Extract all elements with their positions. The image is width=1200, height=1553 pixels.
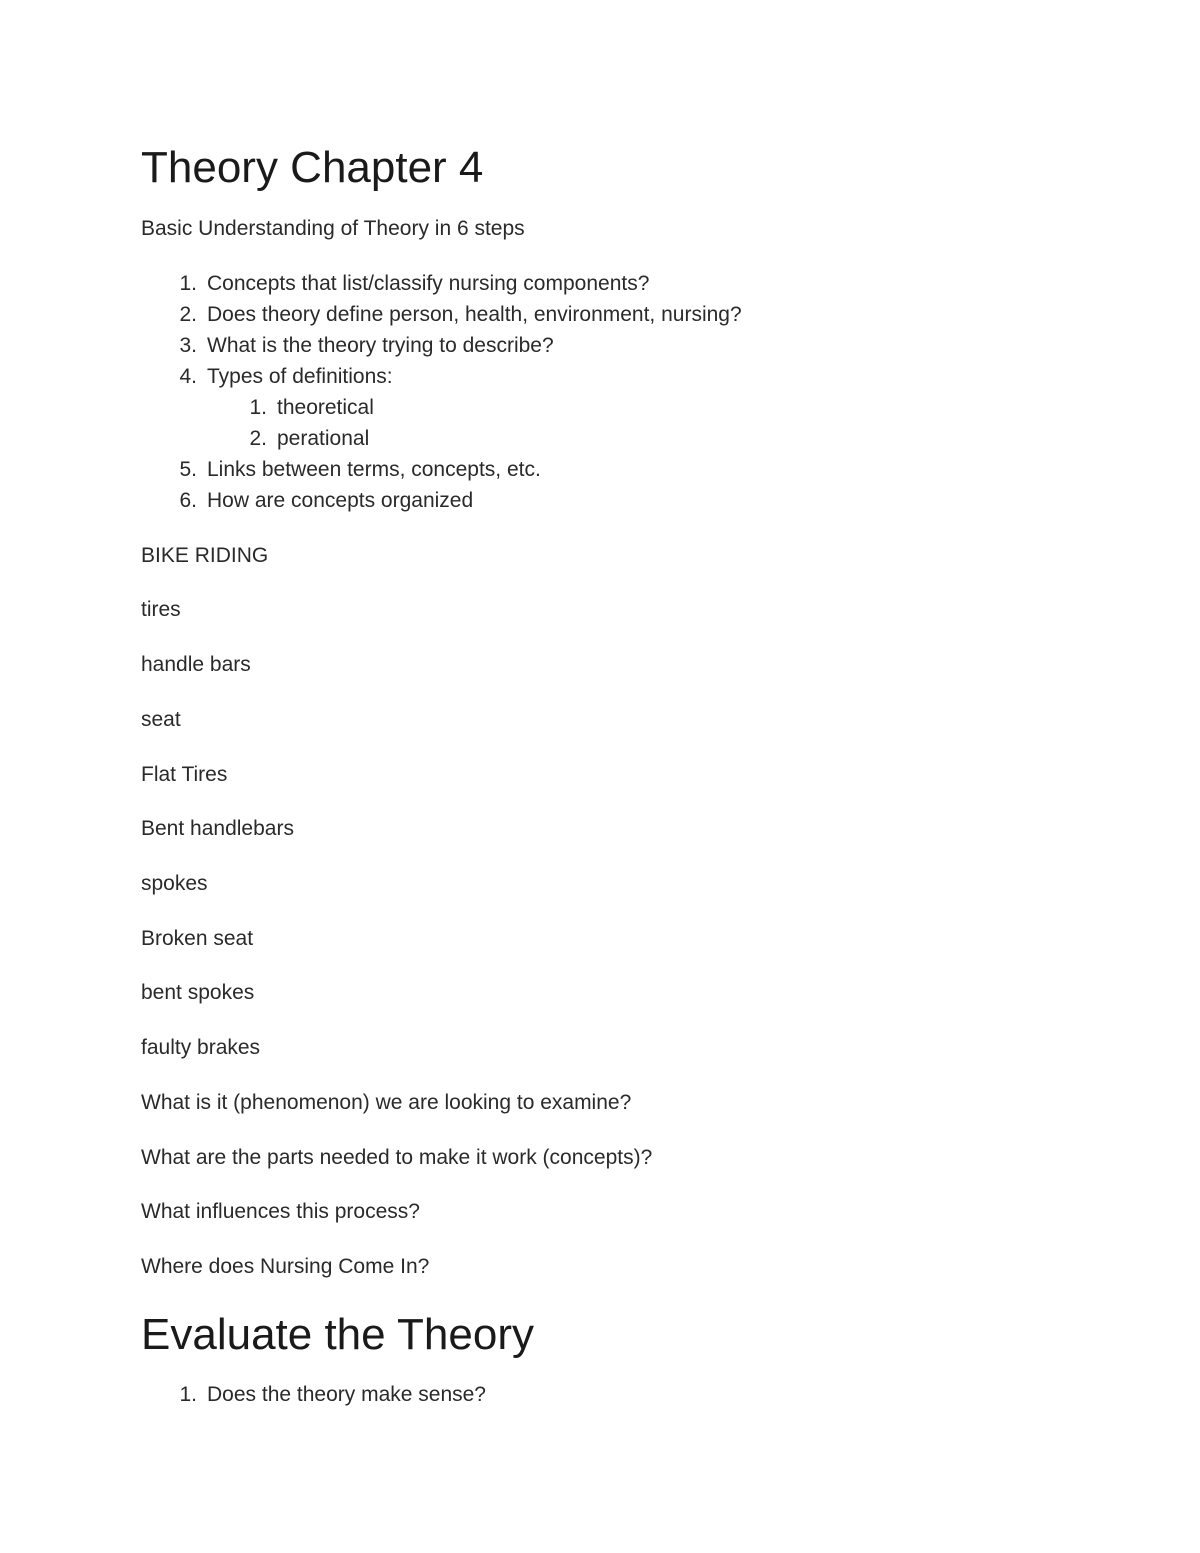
list-number: 5. bbox=[179, 458, 197, 481]
sub-list-item bbox=[237, 425, 369, 453]
list-item-text: Types of definitions: bbox=[207, 365, 393, 388]
list-item bbox=[167, 270, 649, 298]
list-item bbox=[167, 363, 393, 391]
list-number: 4. bbox=[179, 365, 197, 388]
paragraph: What influences this process? bbox=[141, 1200, 420, 1223]
paragraph: handle bars bbox=[141, 653, 251, 676]
list-number: 2. bbox=[179, 303, 197, 326]
list-item-text: theoretical bbox=[277, 396, 374, 419]
list-item bbox=[167, 487, 473, 515]
list-item-text: Links between terms, concepts, etc. bbox=[207, 458, 541, 481]
list-item-text: What is the theory trying to describe? bbox=[207, 334, 554, 357]
paragraph: Where does Nursing Come In? bbox=[141, 1255, 430, 1278]
paragraph: spokes bbox=[141, 872, 208, 895]
paragraph: What is it (phenomenon) we are looking to examine? bbox=[141, 1091, 632, 1114]
list-number: 1. bbox=[179, 272, 197, 295]
list-number: 6. bbox=[179, 489, 197, 512]
page-title: Theory Chapter 4 bbox=[141, 143, 484, 192]
list-item-text: perational bbox=[277, 427, 370, 450]
paragraph: Bent handlebars bbox=[141, 817, 294, 840]
intro-text: Basic Understanding of Theory in 6 steps bbox=[141, 217, 525, 240]
list-number: 3. bbox=[179, 334, 197, 357]
paragraph: seat bbox=[141, 708, 181, 731]
paragraph: BIKE RIDING bbox=[141, 544, 269, 567]
list-number: 2. bbox=[249, 427, 267, 450]
list-item bbox=[167, 332, 554, 360]
paragraph: What are the parts needed to make it work (concepts)? bbox=[141, 1146, 653, 1169]
paragraph: tires bbox=[141, 598, 181, 621]
paragraph: faulty brakes bbox=[141, 1036, 261, 1059]
paragraph: Flat Tires bbox=[141, 763, 228, 786]
list-item bbox=[167, 301, 742, 329]
list-item-text: Does theory define person, health, environment, nursing? bbox=[207, 303, 742, 326]
list-item bbox=[167, 456, 541, 484]
list-item-text: Concepts that list/classify nursing components? bbox=[207, 272, 650, 295]
paragraph: bent spokes bbox=[141, 981, 255, 1004]
list-item bbox=[167, 1381, 486, 1409]
list-number: 1. bbox=[179, 1383, 197, 1406]
list-number: 1. bbox=[249, 396, 267, 419]
paragraph: Broken seat bbox=[141, 927, 254, 950]
sub-list-item bbox=[237, 394, 374, 422]
list-item-text: Does the theory make sense? bbox=[207, 1383, 486, 1406]
list-item-text: How are concepts organized bbox=[207, 489, 474, 512]
section-heading: Evaluate the Theory bbox=[141, 1310, 534, 1359]
